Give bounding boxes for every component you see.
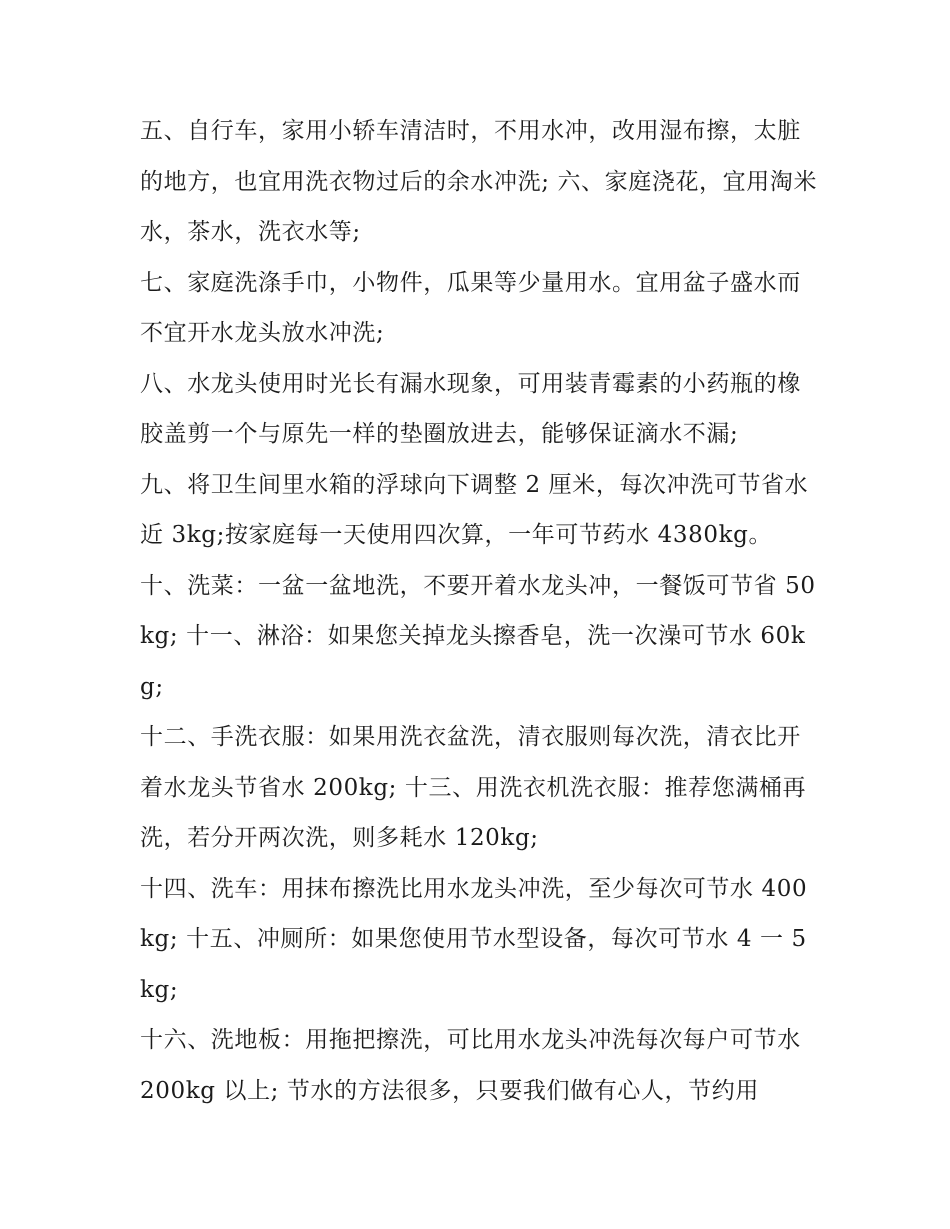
- paragraph-7: 七、家庭洗涤手巾，小物件，瓜果等少量用水。宜用盆子盛水而不宜开水龙头放水冲洗;: [140, 269, 801, 346]
- paragraph-5-6: 五、自行车，家用小轿车清洁时，不用水冲，改用湿布擦，太脏的地方，也宜用洗衣物过后的余水冲洗; 六、家庭浇花，宜用淘米水，茶水，洗衣水等;: [140, 118, 818, 245]
- paragraph-14-15: 十四、洗车：用抹布擦洗比用水龙头冲洗，至少每次可节水 400kg; 十五、冲厕所：如果您使用节水型设备，每次可节水 4 一 5kg;: [140, 875, 808, 1003]
- paragraph-16: 十六、洗地板：用拖把擦洗，可比用水龙头冲洗每次每户可节水 200kg 以上; 节水的方法很多，只要我们做有心人，节约用: [140, 1027, 801, 1104]
- paragraph-10-11: 十、洗菜：一盆一盆地洗，不要开着水龙头冲，一餐饭可节省 50kg; 十一、淋浴：如果您关掉龙头擦香皂，洗一次澡可节水 60kg;: [140, 572, 816, 700]
- paragraph-9: 九、将卫生间里水箱的浮球向下调整 2 厘米，每次冲洗可节省水近 3kg;按家庭每一天使用四次算，一年可节药水 4380kg。: [140, 471, 809, 548]
- document-body: [140, 106, 820, 1116]
- paragraph-8: 八、水龙头使用时光长有漏水现象，可用装青霉素的小药瓶的橡胶盖剪一个与原先一样的垫圈放进去，能够保证滴水不漏;: [140, 370, 801, 447]
- paragraph-12-13: 十二、手洗衣服：如果用洗衣盆洗，清衣服则每次洗，清衣比开着水龙头节省水 200kg; 十三、用洗衣机洗衣服：推荐您满桶再洗，若分开两次洗，则多耗水 120kg;: [140, 724, 807, 851]
